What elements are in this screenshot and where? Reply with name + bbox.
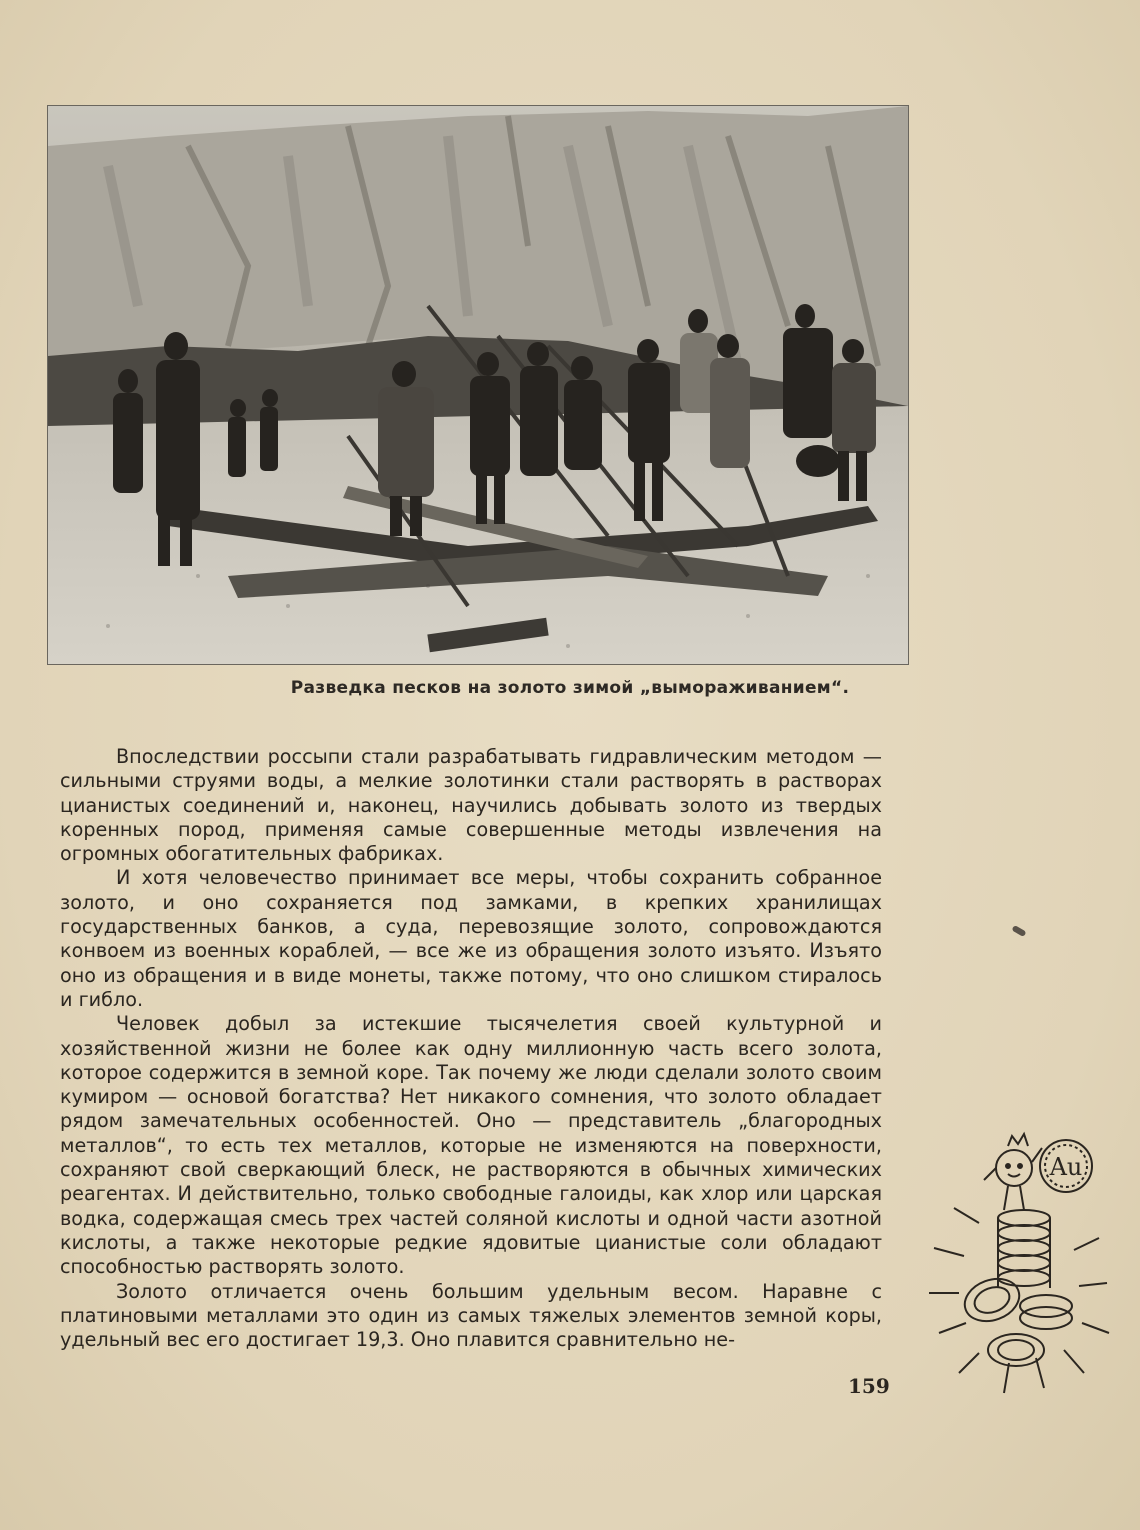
paragraph: И хотя человечество принимает все меры, чтобы сохранить собранное золото, и оно сохраняется под замками, в крепких хранилищах государственных банков, а суда, перевозящие золото, сопровождаются конвоем из военных кораблей, — все же из обращения золото изъято. Изъято оно из обращения и в виде монеты, также потому, что оно слишком стиралось и гибло. [60, 866, 882, 1011]
paragraph: Золото отличается очень большим удельным весом. Наравне с платиновыми металлами это один из самых тяжелых элементов земной коры, удельный вес его достигает 19,3. Оно плавится сравнительно не- [60, 1279, 882, 1352]
paragraph: Впоследствии россыпи стали разрабатывать гидравлическим методом — сильными струями воды, а мелкие золотинки стали растворять в растворах цианистых соединений и, наконец, научились добывать золото из твердых коренных пород, применяя самые совершенные методы извлечения на огромных обогатительных фабриках. [60, 745, 882, 866]
paragraph: Человек добыл за истекшие тысячелетия своей культурной и хозяйственной жизни не более как одну миллионную часть всего золота, которое содержится в земной коре. Так почему же люди сделали золото своим кумиром — основой богатства? Нет никакого сомнения, что золото обладает рядом замечательных особенностей. Оно — представитель „благородных металлов“, то есть тех металлов, которые не изменяются на поверхности, сохраняют свой сверкающий блеск, не растворяются в обычных химических реагентах. И действительно, только свободные галоиды, как хлор или царская водка, содержащая смесь трех частей соляной кислоты и одной части азотной кислоты, а также некоторые редкие ядовитые цианистые соли обладают способностью растворять золото. [60, 1012, 882, 1279]
gold-coins-icon [924, 1118, 1114, 1408]
winter-prospecting-photo [48, 106, 908, 664]
page-number: 159 [848, 1374, 890, 1398]
au-symbol: Au [1049, 1153, 1083, 1181]
photo-caption: Разведка песков на золото зимой „вымораживанием“. [290, 678, 850, 698]
article-body [60, 745, 882, 1352]
